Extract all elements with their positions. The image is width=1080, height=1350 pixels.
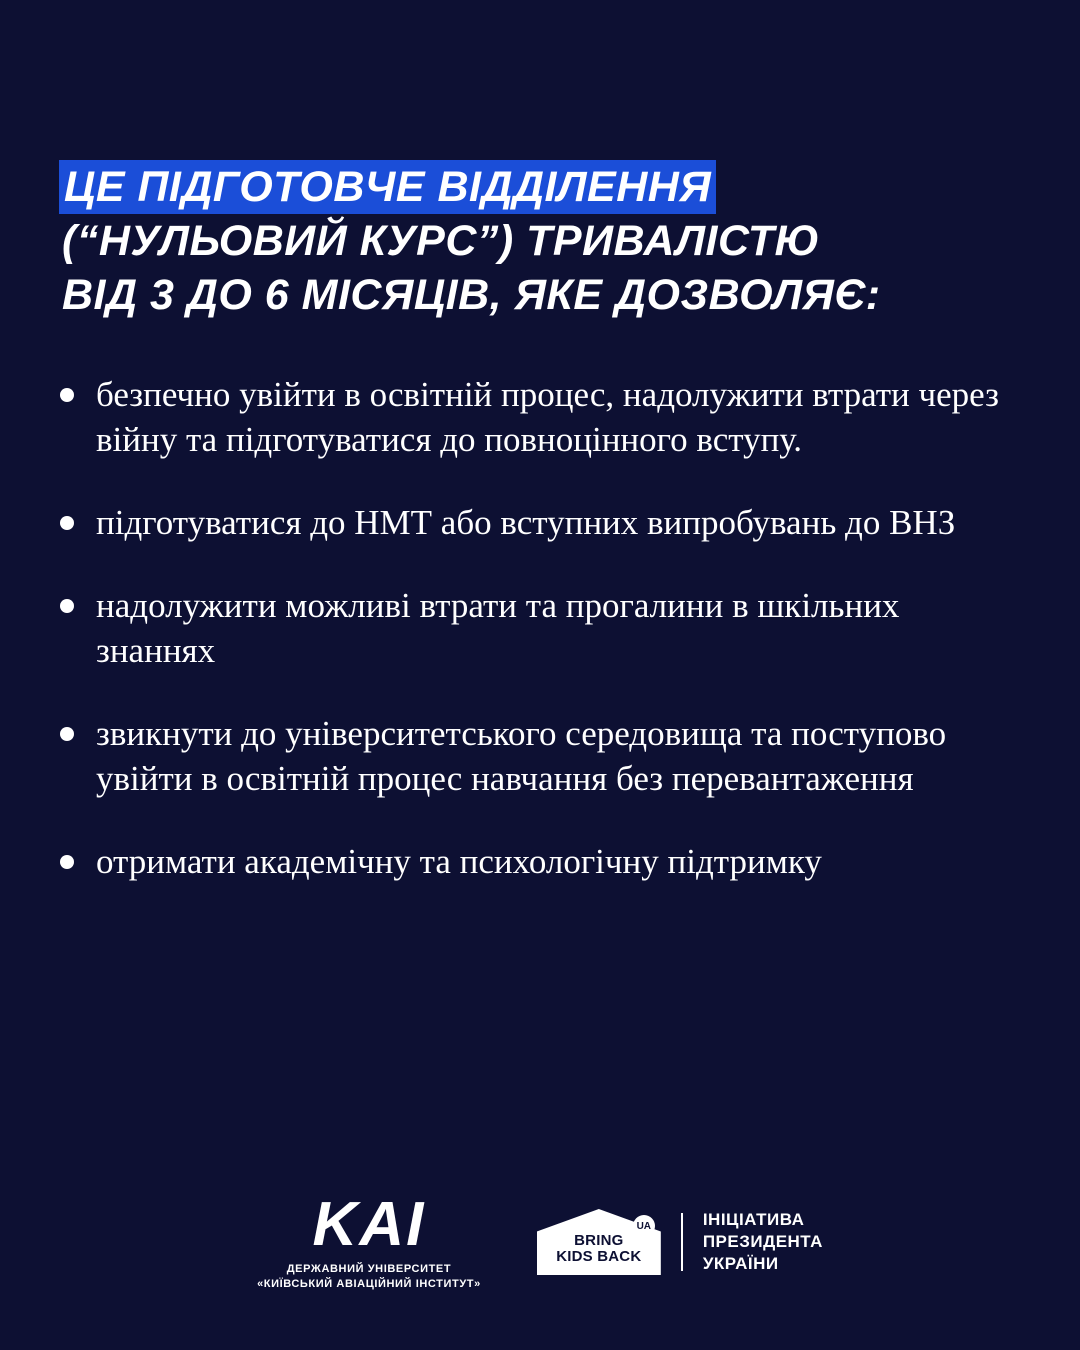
list-item: [60, 372, 1040, 462]
heading-highlight: ЦЕ ПІДГОТОВЧЕ ВІДДІЛЕННЯ: [64, 163, 712, 211]
president-line-1: ІНІЦІАТИВА: [702, 1210, 805, 1229]
heading-line-3: ВІД 3 ДО 6 МІСЯЦІВ, ЯКЕ ДОЗВОЛЯЄ:: [62, 271, 881, 319]
heading-line-2: (“НУЛЬОВИЙ КУРС”) ТРИВАЛІСТЮ: [62, 217, 820, 265]
bkb-line-2: KIDS BACK: [556, 1248, 642, 1265]
list-item-label: надолужити можливі втрати та прогалини в шкільних знаннях: [96, 586, 900, 670]
kai-wordmark: KAI: [312, 1190, 426, 1259]
kai-subtitle-line-1: ДЕРЖАВНИЙ УНІВЕРСИТЕТ: [286, 1263, 452, 1275]
kai-logo: [257, 1190, 481, 1290]
list-item: [60, 839, 1040, 884]
list-item: [60, 583, 1040, 673]
bring-kids-back-logo: [537, 1209, 823, 1275]
bullet-dot-icon: [60, 855, 74, 869]
president-line-2: ПРЕЗИДЕНТА: [702, 1232, 823, 1251]
list-item: [60, 711, 1040, 801]
bullet-dot-icon: [60, 388, 74, 402]
house-icon: [537, 1209, 661, 1275]
list-item-label: безпечно увійти в освітній процес, надолужити втрати через війну та підготуватися до повноцінного вступу.: [96, 375, 999, 459]
list-item: [60, 500, 1040, 545]
bkb-wordmark: [537, 1233, 661, 1265]
bullet-dot-icon: [60, 599, 74, 613]
benefits-list: [60, 372, 1040, 922]
kai-subtitle-line-2: «КИЇВСЬКИЙ АВІАЦІЙНИЙ ІНСТИТУТ»: [257, 1278, 481, 1290]
bullet-dot-icon: [60, 727, 74, 741]
heading-line-1: [62, 160, 1020, 214]
president-initiative-text: [703, 1209, 823, 1275]
list-item-label: отримати академічну та психологічну підтримку: [96, 842, 822, 881]
footer-logos: [0, 1190, 1080, 1290]
president-line-3: УКРАЇНИ: [702, 1254, 779, 1273]
list-item-label: підготуватися до НМТ або вступних випробувань до ВНЗ: [96, 503, 956, 542]
bullet-dot-icon: [60, 516, 74, 530]
page-title: [62, 160, 1020, 322]
bkb-line-1: BRING: [574, 1232, 624, 1249]
list-item-label: звикнути до університетського середовища та поступово увійти в освітній процес навчання без перевантаження: [96, 714, 947, 798]
ua-badge: UA: [633, 1215, 655, 1237]
vertical-divider: [681, 1213, 683, 1271]
